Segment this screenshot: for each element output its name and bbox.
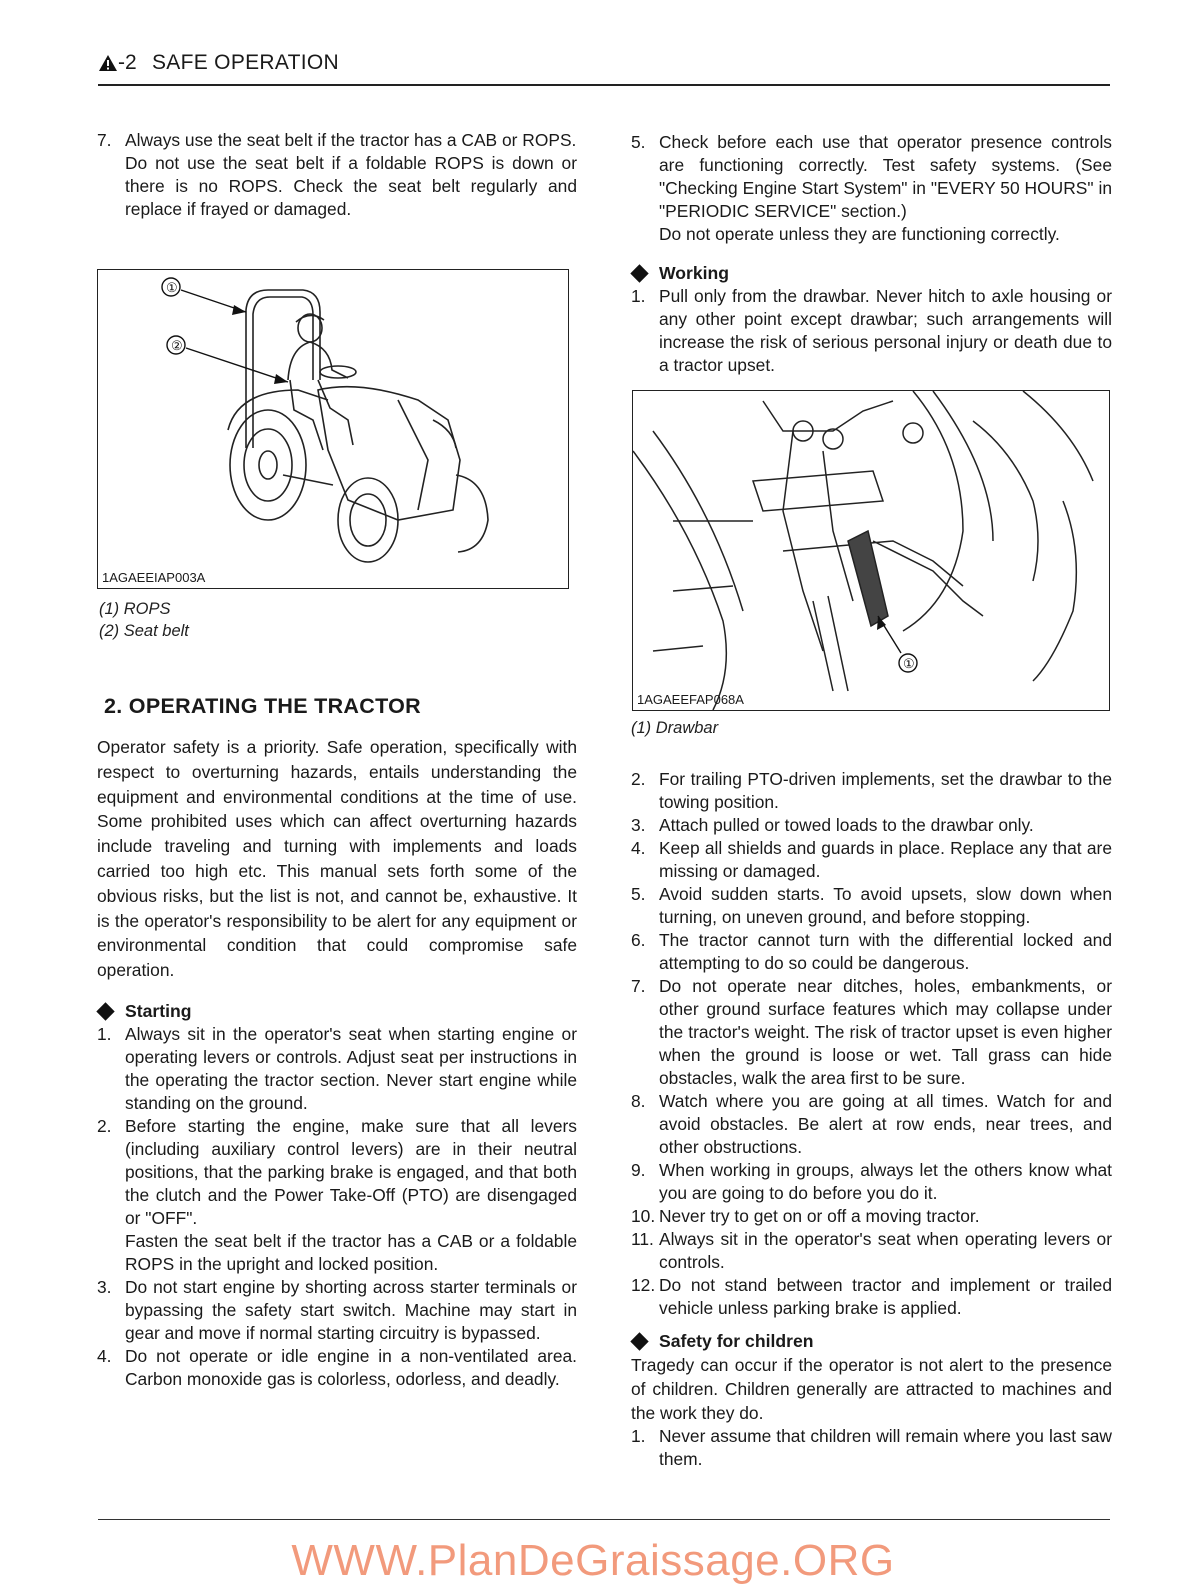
- item-text: Avoid sudden starts. To avoid upsets, slow down when turning, on uneven ground, and before stopping.: [659, 884, 1112, 927]
- item-text: Always use the seat belt if the tractor has a CAB or ROPS.: [125, 130, 577, 150]
- subheading-text: Starting: [125, 1001, 192, 1021]
- subheading-text: Safety for children: [659, 1331, 814, 1351]
- item-number: 8.: [631, 1091, 646, 1111]
- item-text: Do not operate or idle engine in a non-ventilated area. Carbon monoxide gas is colorless, odorless, and deadly.: [125, 1346, 577, 1389]
- list-item: [631, 929, 1112, 975]
- item-number: 1.: [631, 1426, 646, 1446]
- item-text: Always sit in the operator's seat when operating levers or controls.: [659, 1229, 1112, 1272]
- list-item: [631, 1205, 1112, 1228]
- list-item: [631, 1159, 1112, 1205]
- working-items: [631, 768, 1112, 1320]
- item-text: Fasten the seat belt if the tractor has a CAB or a foldable ROPS in the upright and locked position.: [125, 1231, 577, 1274]
- page-number: -2: [118, 51, 137, 74]
- item-number: 7.: [631, 976, 646, 996]
- figure-code: 1AGAEEFAP068A: [637, 692, 744, 707]
- item-text: Do not operate near ditches, holes, embankments, or other ground surface features which may collapse under the tractor's weight. The risk of tractor upset is even higher when the ground is loose or wet. Tall grass can hide obstacles, walk the area first to be sure.: [659, 976, 1112, 1088]
- subheading-working: [631, 262, 1112, 285]
- diamond-bullet-icon: [630, 1332, 648, 1350]
- item-number: 5.: [631, 132, 646, 152]
- figure-caption: [99, 598, 189, 642]
- item-text: Do not stand between tractor and implement or trailed vehicle unless parking brake is applied.: [659, 1275, 1112, 1318]
- item-text: Watch where you are going at all times. Watch for and avoid obstacles. Be alert at row ends, near trees, and other obstructions.: [659, 1091, 1112, 1157]
- figure-caption-drawbar: (1) Drawbar: [631, 719, 719, 737]
- item-number: 12.: [631, 1275, 656, 1295]
- item-number: 2.: [631, 769, 646, 789]
- item-number: 11.: [631, 1229, 654, 1249]
- item-text: Do not use the seat belt if a foldable ROPS is down or there is no ROPS. Check the seat belt regularly and replace if frayed or damaged.: [125, 153, 577, 219]
- right-item-5: [631, 131, 1112, 246]
- caption-seat-belt: (2) Seat belt: [99, 622, 189, 640]
- list-item: [631, 1274, 1112, 1320]
- item-text: Do not start engine by shorting across starter terminals or bypassing the safety start switch. Machine may start in gear and move if normal starting circuitry is bypassed.: [125, 1277, 577, 1343]
- item-number: 4.: [97, 1346, 112, 1366]
- item-number: 3.: [97, 1277, 112, 1297]
- item-text: Keep all shields and guards in place. Replace any that are missing or damaged.: [659, 838, 1112, 881]
- diamond-bullet-icon: [630, 264, 648, 282]
- list-item: [631, 1090, 1112, 1159]
- section-heading: 2. OPERATING THE TRACTOR: [104, 694, 421, 718]
- warning-triangle-icon: [98, 54, 118, 72]
- callout-1: ①: [166, 280, 178, 295]
- figure-tractor-rops: [97, 269, 569, 589]
- starting-section: [97, 1000, 577, 1391]
- subheading-starting: [97, 1000, 577, 1023]
- item-text: Never assume that children will remain where you last saw them.: [659, 1426, 1112, 1469]
- intro-paragraph: [97, 735, 577, 983]
- list-item: [97, 1276, 577, 1345]
- item-number: 6.: [631, 930, 646, 950]
- item-text: Check before each use that operator presence controls are functioning correctly. Test safety systems. (See "Checking Engine Start System" in "EVERY 50 HOURS" in "PERIODIC SERVICE" section.): [659, 132, 1112, 221]
- list-item: [631, 975, 1112, 1090]
- page-title: SAFE OPERATION: [152, 51, 340, 74]
- children-intro: Tragedy can occur if the operator is not alert to the presence of children. Children generally are attracted to machines and the work they do.: [631, 1355, 1112, 1423]
- list-item: [631, 837, 1112, 883]
- item-number: 5.: [631, 884, 646, 904]
- list-item: [631, 1228, 1112, 1274]
- item-text: Attach pulled or towed loads to the drawbar only.: [659, 815, 1034, 835]
- caption-rops: (1) ROPS: [99, 600, 171, 618]
- subheading-text: Working: [659, 263, 730, 283]
- item-text: Pull only from the drawbar. Never hitch to axle housing or any other point except drawbar; such arrangements will increase the risk of serious personal injury or death due to a tractor upset.: [659, 286, 1112, 375]
- list-item: [97, 1115, 577, 1276]
- subheading-children: [631, 1330, 1112, 1353]
- list-item: [631, 1425, 1112, 1471]
- item-text: The tractor cannot turn with the differential locked and attempting to do so could be dangerous.: [659, 930, 1112, 973]
- item-text: Do not operate unless they are functioning correctly.: [659, 224, 1060, 244]
- intro-text: Operator safety is a priority. Safe operation, specifically with respect to overturning hazards, entails understanding the equipment and environmental conditions at the time of use. Some prohibited uses which can affect overturning hazards include traveling and turning with implements and loads carried too high etc. This manual sets forth some of the obvious risks, but the list is not, and cannot be, exhaustive. It is the operator's responsibility to be alert for any equipment or environmental condition that could compromise safe operation.: [97, 737, 577, 981]
- figure-drawbar: [632, 390, 1110, 711]
- left-item-7: [97, 129, 577, 221]
- drawbar-illustration: [633, 391, 1109, 710]
- item-number: 2.: [97, 1116, 112, 1136]
- working-section-head: [631, 262, 1112, 377]
- figure-code: 1AGAEEIAP003A: [102, 570, 206, 585]
- list-item: [97, 1023, 577, 1115]
- list-item: [631, 814, 1112, 837]
- page-header: [98, 46, 1110, 86]
- footer-rule: [98, 1519, 1110, 1520]
- item-text: Before starting the engine, make sure that all levers (including auxiliary control levers) are in their neutral positions, that the parking brake is engaged, and that both the clutch and the Power Take-Off (PTO) are disengaged or "OFF".: [125, 1116, 577, 1228]
- watermark: WWW.PlanDeGraissage.ORG: [291, 1536, 895, 1585]
- item-text: When working in groups, always let the others know what you are going to do before you do it.: [659, 1160, 1112, 1203]
- item-number: 3.: [631, 815, 646, 835]
- item-number: 1.: [631, 286, 646, 306]
- item-text: Never try to get on or off a moving tractor.: [659, 1206, 980, 1226]
- item-number: 7.: [97, 130, 112, 150]
- list-item: [631, 285, 1112, 377]
- tractor-illustration: [98, 270, 568, 588]
- callout-2: ②: [171, 338, 183, 353]
- item-number: 10.: [631, 1206, 656, 1226]
- children-section: [631, 1330, 1112, 1471]
- diamond-bullet-icon: [96, 1002, 114, 1020]
- item-number: 1.: [97, 1024, 112, 1044]
- list-item: [631, 768, 1112, 814]
- list-item: [97, 1345, 577, 1391]
- callout-1: ①: [903, 656, 915, 671]
- list-item: [631, 883, 1112, 929]
- item-number: 4.: [631, 838, 646, 858]
- item-text: For trailing PTO-driven implements, set the drawbar to the towing position.: [659, 769, 1112, 812]
- item-text: Always sit in the operator's seat when starting engine or operating levers or controls. Adjust seat per instructions in the operating the tractor section. Never start engine while standing on the ground.: [125, 1024, 577, 1113]
- item-number: 9.: [631, 1160, 646, 1180]
